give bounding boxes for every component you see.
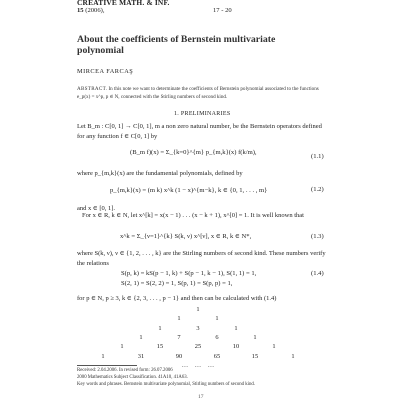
- journal-name: CREATIVE MATH. & INF.: [77, 0, 170, 7]
- abstract-text: In this note we want to determinate the coefficients of Bernstein polynomial associated to the functions e_p(x) = x^p, p ∈ N, connected with the Stirling numbers of second kind.: [77, 86, 319, 100]
- author-name: MIRCEA FARCAŞ: [77, 68, 134, 75]
- equation-number-1-1: (1.1): [311, 153, 324, 160]
- stirling-number: 1: [120, 343, 124, 351]
- paragraph-6: for p ∈ N, p ≥ 3, k ∈ {2, 3, . . . , p − 1} and then can be calculated with (1.4): [77, 295, 277, 302]
- stirling-number: 15: [251, 352, 259, 360]
- paragraph-2: where p_{m,k}(x) are the fundamental polynomials, defined by: [77, 170, 243, 177]
- journal-year: (2006),: [85, 7, 105, 14]
- paragraph-4: For x ∈ R, k ∈ N, let x^[k] = x(x − 1) . . . (x − k + 1), x^[0] = 1. It is well known that: [82, 212, 304, 219]
- stirling-number: 25: [194, 343, 202, 351]
- stirling-number: 1: [215, 315, 219, 323]
- title-line-2: polynomial: [77, 44, 124, 56]
- equation-number-1-3: (1.3): [311, 233, 324, 240]
- title-line-1: About the coefficients of Bernstein multivariate: [77, 34, 276, 45]
- stirling-number: 31: [137, 352, 145, 360]
- stirling-number: 1: [272, 343, 276, 351]
- stirling-number: …: [181, 361, 189, 369]
- stirling-number: 3: [196, 324, 200, 332]
- stirling-number: …: [207, 361, 215, 369]
- paper-title: [77, 35, 275, 56]
- section-heading: 1. PRELIMINARIES: [174, 111, 231, 117]
- abstract: [77, 85, 325, 101]
- equation-1-4-line-1: S(p, k) = kS(p − 1, k) + S(p − 1, k − 1), S(1, 1) = 1,: [121, 270, 257, 277]
- journal-volume-line: [77, 7, 104, 14]
- stirling-number: …: [194, 361, 202, 369]
- paragraph-3: and x ∈ [0, 1].: [77, 205, 116, 212]
- equation-1-3: x^k = Σ_{ν=1}^{k} S(k, ν) x^[ν], x ∈ R, k ∈ N*,: [120, 233, 252, 240]
- stirling-number: 10: [232, 343, 240, 351]
- stirling-number: 1: [139, 333, 143, 341]
- equation-number-1-4: (1.4): [311, 270, 324, 277]
- volume-number: 15: [77, 7, 84, 14]
- stirling-number: 6: [215, 333, 219, 341]
- stirling-number: 1: [177, 315, 181, 323]
- stirling-number: 1: [253, 333, 257, 341]
- stirling-number: 1: [291, 352, 295, 360]
- stirling-number: 90: [175, 352, 183, 360]
- footnote-keywords: Key words and phrases. Bernstein multivariate polynomial, Stirling numbers of second kind.: [77, 382, 255, 387]
- stirling-number: 65: [213, 352, 221, 360]
- paragraph-5: where S(k, ν), ν ∈ {1, 2, . . . , k} are the Stirling numbers of second kind. These numbers verify the relations: [77, 250, 326, 267]
- equation-number-1-2: (1.2): [311, 186, 324, 193]
- abstract-label: ABSTRACT.: [77, 86, 108, 92]
- stirling-number: 7: [177, 333, 181, 341]
- equation-1-1: (B_m f)(x) = Σ_{k=0}^{m} p_{m,k}(x) f(k/m),: [130, 149, 257, 156]
- stirling-number: 15: [156, 343, 164, 351]
- page-number: 17: [198, 394, 204, 400]
- journal-pages: 17 - 20: [213, 7, 232, 14]
- footnote-divider: [77, 365, 137, 366]
- footnote-received: Received: 2.04.2006. In revised form: 26.07.2006: [77, 368, 173, 373]
- stirling-number: 1: [234, 324, 238, 332]
- stirling-number: 1: [158, 324, 162, 332]
- stirling-number: 1: [196, 306, 200, 313]
- footnote-msc: 2000 Mathematics Subject Classification. 41A10, 41A63.: [77, 375, 188, 380]
- stirling-number: 1: [101, 352, 105, 360]
- equation-1-4-line-2: S(2, 1) = S(2, 2) = 1, S(p, 1) = S(p, p) = 1,: [121, 280, 233, 287]
- equation-1-2: p_{m,k}(x) = (m k) x^k (1 − x)^{m−k}, k ∈ {0, 1, . . . , m}: [110, 187, 268, 194]
- paragraph-1: Let B_m : C[0, 1] → C[0, 1], m a non zero natural number, be the Bernstein operators defined for any function f ∈ C[0, 1] by: [77, 123, 322, 140]
